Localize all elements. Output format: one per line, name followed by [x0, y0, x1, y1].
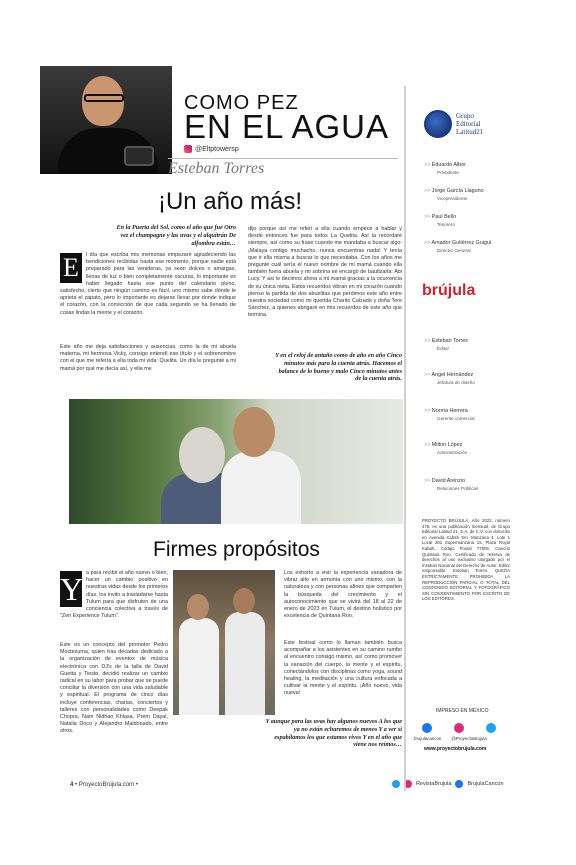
- printed-in: IMPRESO EN MÉXICO: [436, 708, 489, 714]
- footer-bullet: •: [135, 782, 138, 788]
- staff-entry: >> Jorge García Llaguno Vicepresidente: [424, 188, 484, 201]
- staff-entry: >> Norma Herrera Gerente comercial: [424, 408, 475, 421]
- logo-line-2: Editorial: [456, 120, 481, 128]
- staff-name: Eduardo Albor: [431, 162, 466, 168]
- publisher-name: [456, 112, 483, 136]
- instagram-handle[interactable]: [184, 145, 239, 153]
- website-link[interactable]: www.proyectobrujula.com: [424, 746, 487, 752]
- camera-icon: [124, 146, 154, 166]
- article1-photo: [69, 399, 403, 524]
- staff-role: Director General: [437, 248, 471, 253]
- staff-role: Presidente: [437, 170, 459, 175]
- staff-name: Jorge García Llaguno: [431, 188, 484, 194]
- social-label[interactable]: @ProyectoBrujula: [451, 736, 487, 741]
- instagram-icon[interactable]: [454, 723, 464, 733]
- social-label[interactable]: brujulacancun: [414, 736, 442, 741]
- photo-man-right-head: [233, 588, 255, 614]
- article1-col1-text: l día que escriba mis memorias empezaré agradeciendo las bendiciones recibidas hasta ese momento, porque nadie está preparado para las venideras, ya sean dulces o amargas, llenas de luz o bien completamente oscuras, lo importante es haber llegado hasta ese punto del calendario pleno, satisfecho, cierto que ningún camino es fácil, uno mismo sabe dónde le aprieta el zapato, pero lo importante es dejarse llevar por donde indique el corazón, con la convicción de que cada segundo se ha llenado de cosas lindas la mente y el corazón.: [60, 252, 236, 316]
- footer-separator: •: [75, 782, 78, 788]
- photo-man-left-head: [187, 594, 209, 620]
- column-title: EN EL AGUA: [184, 108, 390, 145]
- instagram-handle-text: @Eltptowersp: [195, 145, 239, 153]
- article1-heading: ¡Un año más!: [157, 188, 303, 215]
- author-photo: [40, 66, 172, 174]
- article2-quote: Y aunque para las uvas hay algunos nuevos A los que ya no están echaremos de menos Y a ver si espabilamos los que estamos vivos Y en el año que viene nos reímos…: [265, 718, 402, 749]
- photo-man-right-body: [225, 612, 265, 715]
- footer-publication[interactable]: ProyectoBrújula.com: [78, 782, 135, 788]
- article1-column-1: [60, 252, 236, 317]
- staff-name: Norma Herrera: [431, 408, 468, 414]
- social-labels: [414, 736, 487, 741]
- article1-column-2: dijo porque así me referí a ella cuando empecé a hablar y desde entonces fue para todos La Quelita. Así la recordaré siempre, así como su frase cuando me mandaba a buscar algo: ¡Malaya contigo muchacho, nunca encuentras nada! Y tenía que ir ella misma a buscar lo que necesitaba. Con los años me pregunté cuál sería el nuevo nombre de mi mamá cuando ella también fuera abuela y mi sobrina se encargó de bautizarla: Abi Lucy. Y así le decimos ahora a mi mamá gracias a la ocurrencia de su única nieta. Estos recuerdos vibran en mi corazón cuando pienso la partida de dos abuelitas que perdimos este año entre nuestra sociedad como mi querida Charito Calzada y doña Tere Sánchez, a quienes abrigaré en mis recuerdos de este año que termina.: [248, 226, 402, 319]
- article2-col1-text: a para recibir el año nuevo o bien, hacer un cambio positivo en nuestras vidas desde los primeros días, los invito a trasladarse hasta Tulum para que disfruten de una conciencia colectiva a través de "Zen Experience Tulum".: [60, 570, 168, 620]
- staff-entry: >> Esteban Torres Editor: [424, 338, 468, 351]
- article1-dropcap: E: [60, 253, 82, 283]
- article2-column-1: [60, 570, 168, 620]
- photo-figure-left-head: [179, 427, 225, 483]
- masthead-sidebar: [404, 86, 508, 791]
- legal-notice: PROYECTO BRÚJULA, Año 2022, número 475, es una publicación mensual, de Grupo Editorial Latitud 21, S.A. de C.V. con domicilio en Avenida Kabah Sm. Manzana 4, Lote 1 Local 201 Supermanzana 15, Plaza Royal Kabah, Código Postal 77505, Cancún Quintana Roo. Certificado de reserva de derechos al uso exclusivo otorgado por el Instituto Nacional del Derecho de Autor. Editor responsable: Esteban Torres. QUEDA ESTRICTAMENTE PROHIBIDA LA REPRODUCCIÓN PARCIAL O TOTAL DEL CONTENIDO EDITORIAL Y FOTOGRÁFICO SIN CONSENTIMIENTO POR ESCRITO DE LOS EDITORES.: [422, 518, 510, 602]
- social-icons: [422, 723, 496, 733]
- staff-role: Gerente comercial: [437, 416, 475, 421]
- page-number: 4: [70, 782, 74, 788]
- author-name: Esteban Torres: [168, 158, 398, 178]
- instagram-icon: [184, 145, 192, 153]
- article1-quote-top: En la Puerta del Sol, como el año que fue Otro vez el champagne y las uvas y el alquitrán De alfombra están…: [116, 224, 236, 247]
- staff-role: Jefatura de diseño: [437, 380, 475, 385]
- globe-icon: [424, 110, 452, 138]
- staff-name: Angel Hernández: [431, 372, 474, 378]
- staff-entry: >> Paul Bello Tesorero: [424, 214, 457, 227]
- staff-entry: >> Angel Hernández Jefatura de diseño: [424, 372, 475, 385]
- staff-entry: >> Amador Gutiérrez Guigui Director General: [424, 240, 492, 253]
- staff-role: Administración: [437, 450, 468, 455]
- staff-entry: >> Eduardo Albor Presidente: [424, 162, 466, 175]
- staff-entry: >> David Arenzio Relaciones Públicas: [424, 478, 479, 491]
- article2-column-2: Los exhorto a vivir la experiencia sanadora de vibrar alto en armonía con uno mismo, con la naturaleza y con personas afines que comparten la búsqueda del crecimiento y el autoconocimiento que se vivirá del 18 al 22 de enero de 2023 en Tulum, el destino holístico por excelencia de Quintana Roo.: [284, 570, 402, 620]
- twitter-icon: [392, 780, 400, 788]
- photo-figure-right-head: [233, 407, 275, 457]
- article2-dropcap: Y: [60, 571, 84, 607]
- article1-column-1b: Este año me deja satisfacciones y ausencias, como la de mi abuela materna, mi hermosa Vicky, consigo entendí ese título y el sobrenombre con el que me refería a ella toda mi vida: Quelita. Un día le pregunté a mi mamá por qué me decía así, y ella me: [60, 344, 236, 372]
- staff-name: Amador Gutiérrez Guigui: [431, 240, 492, 246]
- logo-line-3: Latitud21: [456, 128, 484, 136]
- staff-name: Paul Bello: [431, 214, 457, 220]
- photo-man-left-body: [179, 618, 219, 715]
- staff-name: Milton López: [431, 442, 463, 448]
- footer-social-b[interactable]: BrujulaCancún: [467, 781, 504, 787]
- article2-heading: Firmes propósitos: [153, 538, 320, 561]
- staff-name: Esteban Torres: [431, 338, 468, 344]
- column-kicker: COMO PEZ: [184, 92, 299, 114]
- page-footer-left: [70, 782, 138, 788]
- staff-role: Tesorero: [437, 222, 455, 227]
- logo-line-1: Grupo: [456, 112, 474, 120]
- publisher-logo: [424, 110, 483, 138]
- twitter-icon[interactable]: [486, 723, 496, 733]
- article2-photo: [173, 570, 275, 715]
- photo-figure-right-body: [221, 451, 301, 524]
- staff-role: Vicepresidente: [437, 196, 468, 201]
- staff-role: Relaciones Públicas: [437, 486, 479, 491]
- facebook-icon[interactable]: [422, 723, 432, 733]
- staff-role: Editor: [437, 346, 450, 351]
- article2-column-1b: Este es un concepto del promotor Pedro Moctezuma, quien tras décadas dedicado a la organización de eventos de música electrónica con DJ's de la talla de David Guetta y Tiesto, decidió realizar un cambio radical en su labor para probar que se puede conciliar la diversión con una vida saludable y espiritual. El programa de cinco días incluye conferencias, charlas, conciertos y talleres con personalidades como Deepak Chopra, Nam Nidhan Khlasa, Prem Dayal, Natalia Doco y Alejandro Maldonado, entre otros.: [60, 642, 168, 735]
- brujula-logo: brújula: [422, 282, 476, 299]
- article1-quote-bottom: Y en el reloj de antaño como de año en año Cinco minutos más para la cuenta atrás. Hacemos el balance de lo bueno y malo Cinco minutos antes de la cuenta atrás.: [275, 352, 402, 383]
- staff-name: David Arenzio: [431, 478, 466, 484]
- article2-column-2b: Este festival como lo llaman también busca acompañar a los asistentes en su camino rumbo al encuentro consigo mismo, así como promover la sanación del cuerpo, la mente y el espíritu, conectándolos con disciplinas como yoga, sound healing, la meditación y una cultura enfocada a cultivar la mente y el espíritu. ¡Año nuevo, vida nueva!: [284, 640, 402, 697]
- footer-social-a[interactable]: RevistaBrujula: [416, 781, 452, 787]
- staff-entry: >> Milton López Administración: [424, 442, 468, 455]
- photo-glasses: [84, 94, 124, 102]
